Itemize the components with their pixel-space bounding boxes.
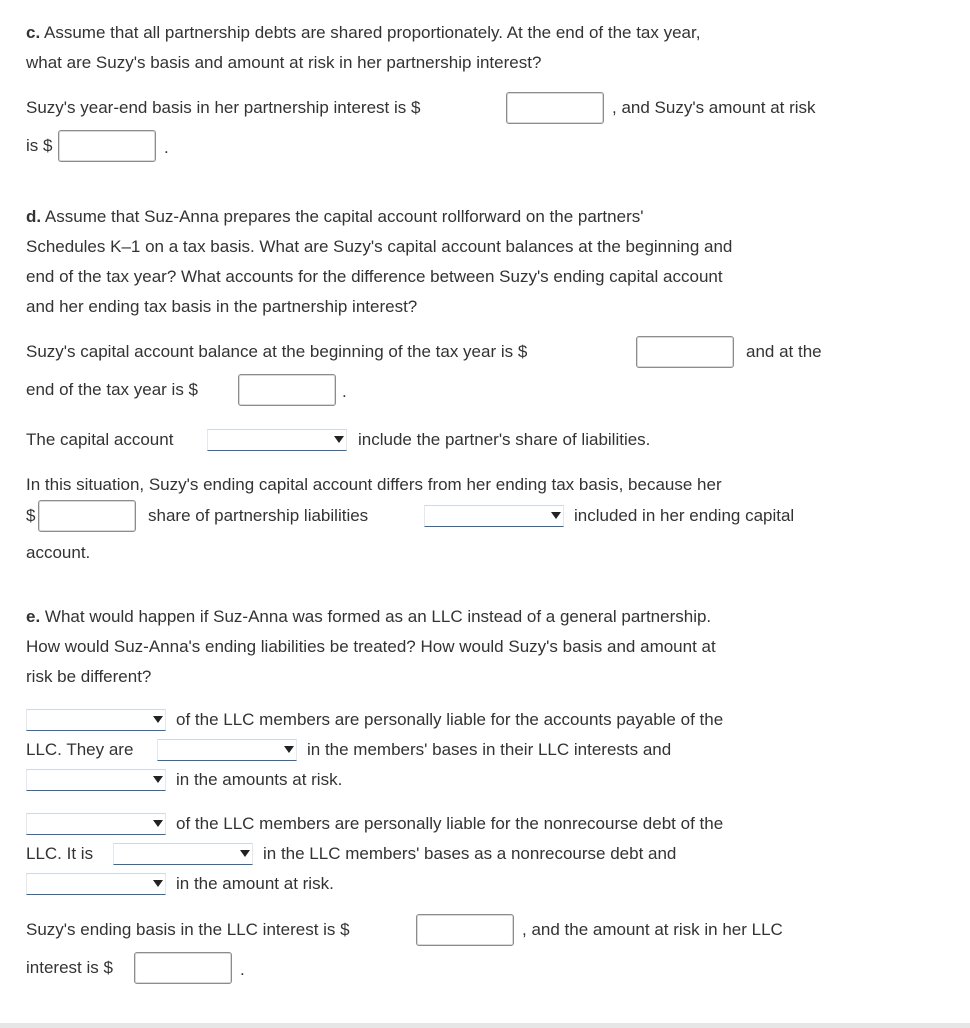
part-e-nr-risk-dropdown[interactable] (26, 873, 166, 895)
part-e-ap-text-4: in the amounts at risk. (176, 770, 343, 789)
part-e-nr-text-1: of the LLC members are personally liable for the nonrecourse debt of the (176, 814, 724, 833)
part-c-is-text: is $ (26, 136, 53, 155)
part-e-risk-input[interactable] (134, 952, 232, 984)
part-d-ending-balance-input[interactable] (238, 374, 336, 406)
part-d-question-line-3: end of the tax year? What accounts for the difference between Suzy's ending capital account (26, 267, 723, 286)
part-e-nr-text-3: in the LLC members' bases as a nonrecourse debt and (263, 844, 677, 863)
part-e-period: . (240, 960, 245, 979)
part-e-question-line-2: How would Suz-Anna's ending liabilities be treated? How would Suzy's basis and amount at (26, 637, 716, 656)
part-d-beginning-text: Suzy's capital account balance at the beginning of the tax year is $ (26, 342, 528, 361)
part-d-question-line-2: Schedules K–1 on a tax basis. What are Suzy's capital account balances at the beginning and (26, 237, 733, 256)
chevron-down-icon (153, 820, 163, 827)
chevron-down-icon (153, 776, 163, 783)
chevron-down-icon (284, 746, 294, 753)
part-d-beginning-balance-input[interactable] (636, 336, 734, 368)
part-d-capital-account-dropdown[interactable] (207, 429, 347, 451)
part-c-question-line-1: c. Assume that all partnership debts are shared proportionately. At the end of the tax year, (26, 23, 701, 42)
chevron-down-icon (153, 716, 163, 723)
part-d-liabilities-dropdown[interactable] (424, 505, 564, 527)
part-e-interest-text: interest is $ (26, 958, 113, 977)
part-e-basis-text: Suzy's ending basis in the LLC interest is $ (26, 920, 350, 939)
part-c-risk-text: , and Suzy's amount at risk (612, 98, 816, 117)
chevron-down-icon (334, 436, 344, 443)
part-e-ap-text-1: of the LLC members are personally liable for the accounts payable of the (176, 710, 724, 729)
part-d-question-line-1: d. Assume that Suz-Anna prepares the capital account rollforward on the partners' (26, 207, 644, 226)
chevron-down-icon (153, 880, 163, 887)
part-d-included-text: included in her ending capital (574, 506, 795, 525)
part-c-basis-text: Suzy's year-end basis in her partnership interest is $ (26, 98, 421, 117)
part-e-label: e. (26, 607, 41, 626)
part-e-nr-text-4: in the amount at risk. (176, 874, 334, 893)
part-d-and-at-text: and at the (746, 342, 822, 361)
part-e-ap-risk-dropdown[interactable] (26, 769, 166, 791)
part-e-ap-liable-dropdown[interactable] (26, 709, 166, 731)
part-d-share-input[interactable] (38, 500, 136, 532)
part-d-capital-account-text: The capital account (26, 430, 174, 449)
part-e-ap-text-2: LLC. They are (26, 740, 134, 759)
part-e-ap-bases-dropdown[interactable] (157, 739, 297, 761)
part-d-label: d. (26, 207, 42, 226)
part-c-basis-input[interactable] (506, 92, 604, 124)
part-e-question-line-3: risk be different? (26, 667, 152, 686)
part-d-share-text: share of partnership liabilities (148, 506, 369, 525)
part-c-risk-input[interactable] (58, 130, 156, 162)
part-e-risk-text: , and the amount at risk in her LLC (522, 920, 783, 939)
part-e-nr-text-2: LLC. It is (26, 844, 94, 863)
part-d-dollar: $ (26, 506, 36, 525)
part-d-end-text: end of the tax year is $ (26, 380, 198, 399)
chevron-down-icon (551, 512, 561, 519)
part-d-period: . (342, 382, 347, 401)
part-c-period: . (164, 138, 169, 157)
part-e-nr-bases-dropdown[interactable] (113, 843, 253, 865)
part-e-basis-input[interactable] (416, 914, 514, 946)
part-e-ap-text-3: in the members' bases in their LLC interests and (307, 740, 672, 759)
part-c-label: c. (26, 23, 41, 42)
part-d-situation-text: In this situation, Suzy's ending capital account differs from her ending tax basis, because her (26, 475, 722, 494)
part-d-include-text: include the partner's share of liabilities. (358, 430, 651, 449)
part-c-question-line-2: what are Suzy's basis and amount at risk in her partnership interest? (26, 53, 542, 72)
part-e-nr-liable-dropdown[interactable] (26, 813, 166, 835)
chevron-down-icon (240, 850, 250, 857)
bottom-divider (0, 1023, 970, 1028)
part-d-question-line-4: and her ending tax basis in the partnership interest? (26, 297, 418, 316)
part-d-account-text: account. (26, 543, 91, 562)
part-e-question-line-1: e. What would happen if Suz-Anna was formed as an LLC instead of a general partnership. (26, 607, 712, 626)
